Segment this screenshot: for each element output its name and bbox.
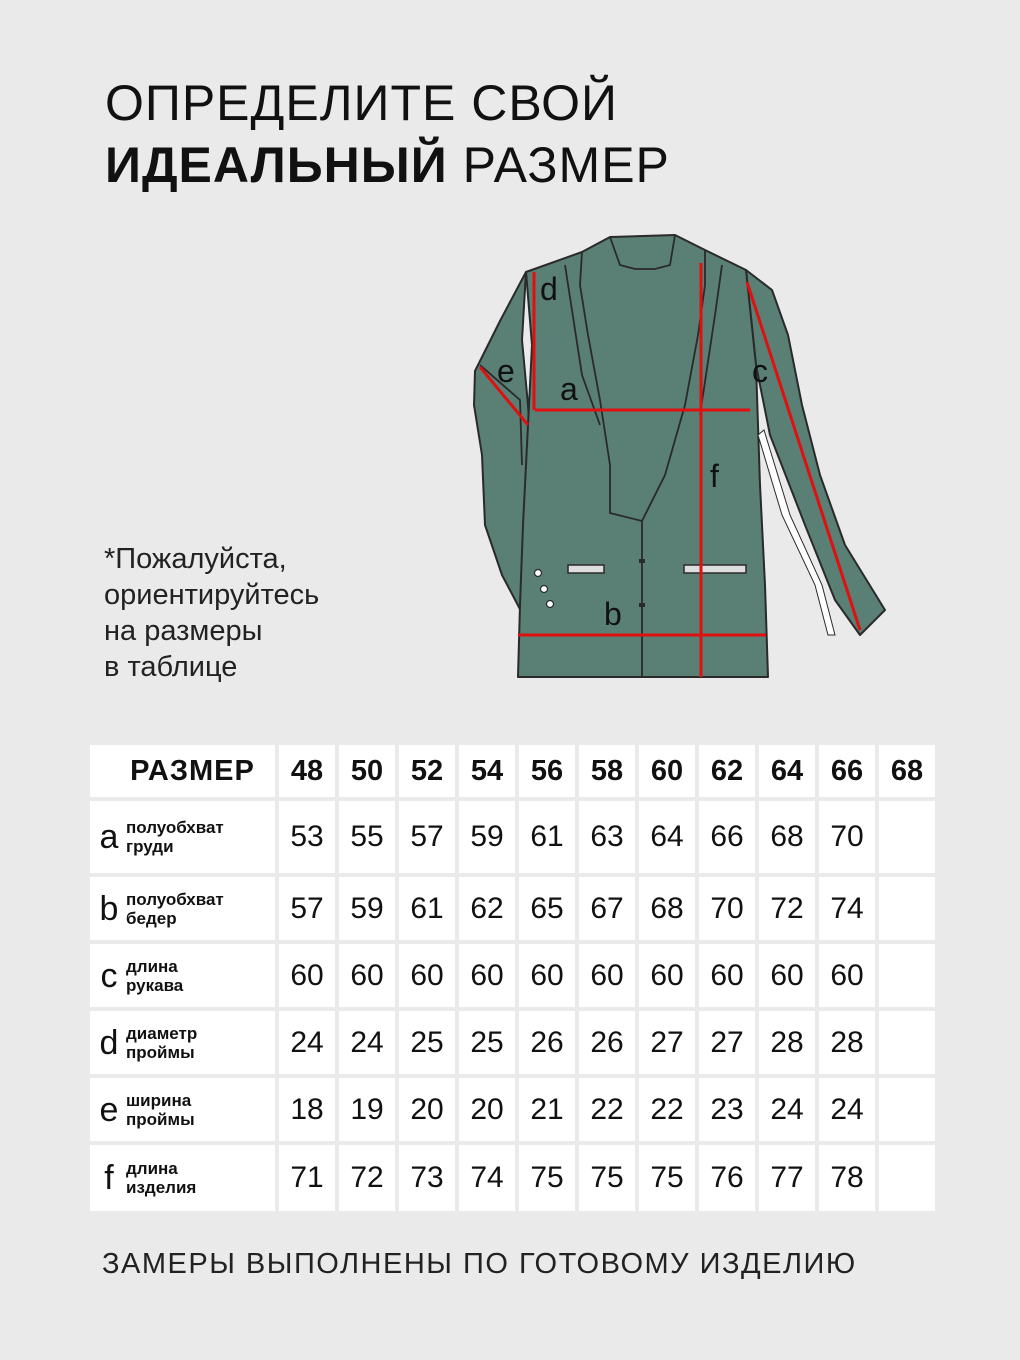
table-cell: 73 — [399, 1145, 455, 1211]
table-cell: 53 — [279, 801, 335, 873]
front-button-1 — [639, 559, 645, 563]
row-description-line-1: длина — [126, 956, 178, 976]
table-cell: 72 — [339, 1145, 395, 1211]
table-cell: 25 — [399, 1011, 455, 1074]
table-cell: 27 — [699, 1011, 755, 1074]
row-description-line-1: ширина — [126, 1090, 192, 1110]
table-cell: 70 — [699, 877, 755, 940]
row-description — [126, 1159, 196, 1197]
row-letter: a — [99, 818, 119, 856]
table-cell: 72 — [759, 877, 815, 940]
table-cell: 60 — [519, 944, 575, 1007]
row-letter: f — [104, 1159, 114, 1197]
measure-label-e: e — [497, 353, 515, 389]
row-label — [90, 1078, 275, 1141]
row-label-wrap — [90, 957, 275, 995]
row-label — [90, 877, 275, 940]
row-label-wrap — [90, 818, 275, 856]
title-rest-word: РАЗМЕР — [462, 137, 670, 193]
table-cell: 25 — [459, 1011, 515, 1074]
size-header-50: 50 — [339, 745, 395, 797]
table-cell: 60 — [759, 944, 815, 1007]
measure-label-a: a — [560, 371, 578, 407]
row-description — [126, 890, 224, 928]
table-cell: 61 — [399, 877, 455, 940]
table-cell: 23 — [699, 1078, 755, 1141]
table-cell — [879, 944, 935, 1007]
row-description-line-1: полуобхват — [126, 889, 224, 909]
measure-label-b: b — [604, 596, 622, 632]
row-letter: d — [99, 1023, 119, 1062]
table-cell: 74 — [459, 1145, 515, 1211]
table-cell: 75 — [519, 1145, 575, 1211]
jacket-measurement-diagram — [460, 225, 900, 695]
size-table — [86, 741, 939, 1215]
size-header-52: 52 — [399, 745, 455, 797]
title-line-1: ОПРЕДЕЛИТЕ СВОЙ — [105, 75, 618, 131]
table-cell: 28 — [759, 1011, 815, 1074]
table-cell: 26 — [519, 1011, 575, 1074]
table-cell: 20 — [399, 1078, 455, 1141]
title-bold-word: ИДЕАЛЬНЫЙ — [105, 137, 448, 193]
page-title — [105, 72, 670, 196]
row-letter: c — [100, 956, 118, 995]
table-cell: 60 — [279, 944, 335, 1007]
note-line-4: в таблице — [104, 651, 238, 683]
table-cell: 21 — [519, 1078, 575, 1141]
table-cell: 55 — [339, 801, 395, 873]
row-description-line-2: проймы — [126, 1042, 195, 1062]
measure-label-c: c — [752, 353, 768, 389]
size-header-56: 56 — [519, 745, 575, 797]
row-description — [126, 1024, 197, 1062]
sleeve-button-2 — [541, 586, 548, 593]
table-cell: 67 — [579, 877, 635, 940]
sleeve-button-1 — [535, 570, 542, 577]
table-cell: 24 — [339, 1011, 395, 1074]
table-cell: 24 — [279, 1011, 335, 1074]
size-header-60: 60 — [639, 745, 695, 797]
table-cell: 77 — [759, 1145, 815, 1211]
row-label — [90, 944, 275, 1007]
row-label-wrap — [90, 890, 275, 928]
size-header-54: 54 — [459, 745, 515, 797]
row-description-line-2: бедер — [126, 908, 177, 928]
table-cell — [879, 1078, 935, 1141]
table-cell: 57 — [279, 877, 335, 940]
size-header-label: РАЗМЕР — [90, 745, 275, 797]
table-cell: 18 — [279, 1078, 335, 1141]
row-description-line-1: длина — [126, 1159, 178, 1178]
sleeve-button-3 — [547, 601, 554, 608]
note-line-2: ориентируйтесь — [104, 579, 320, 611]
size-header-64: 64 — [759, 745, 815, 797]
jacket-left-pocket — [568, 565, 604, 573]
table-row — [90, 1078, 935, 1141]
table-cell: 22 — [639, 1078, 695, 1141]
table-cell: 59 — [339, 877, 395, 940]
table-cell: 76 — [699, 1145, 755, 1211]
table-cell: 28 — [819, 1011, 875, 1074]
row-description-line-2: проймы — [126, 1109, 195, 1129]
front-button-2 — [639, 603, 645, 607]
table-cell: 19 — [339, 1078, 395, 1141]
row-description-line-2: изделия — [126, 1178, 197, 1197]
table-cell: 60 — [339, 944, 395, 1007]
table-cell: 65 — [519, 877, 575, 940]
size-header-66: 66 — [819, 745, 875, 797]
table-cell: 75 — [639, 1145, 695, 1211]
row-label-wrap — [90, 1159, 275, 1197]
row-description-line-2: рукава — [126, 975, 184, 995]
table-cell: 59 — [459, 801, 515, 873]
table-cell: 68 — [759, 801, 815, 873]
row-description-line-1: диаметр — [126, 1023, 198, 1043]
table-cell: 60 — [579, 944, 635, 1007]
row-letter: b — [99, 889, 119, 928]
row-description-line-1: полуобхват — [126, 818, 224, 837]
row-letter: e — [99, 1090, 119, 1129]
size-header-62: 62 — [699, 745, 755, 797]
size-header-68: 68 — [879, 745, 935, 797]
table-cell: 60 — [699, 944, 755, 1007]
size-header-48: 48 — [279, 745, 335, 797]
row-label — [90, 1145, 275, 1211]
table-cell — [879, 801, 935, 873]
row-description-line-2: груди — [126, 837, 174, 856]
row-label-wrap — [90, 1091, 275, 1129]
row-description — [126, 957, 183, 995]
table-cell: 60 — [819, 944, 875, 1007]
table-cell: 71 — [279, 1145, 335, 1211]
table-cell: 57 — [399, 801, 455, 873]
table-cell: 26 — [579, 1011, 635, 1074]
table-cell: 75 — [579, 1145, 635, 1211]
table-cell: 61 — [519, 801, 575, 873]
row-description — [126, 818, 224, 856]
table-cell: 24 — [759, 1078, 815, 1141]
table-cell: 78 — [819, 1145, 875, 1211]
note-line-3: на размеры — [104, 615, 263, 647]
table-cell: 64 — [639, 801, 695, 873]
table-cell: 70 — [819, 801, 875, 873]
table-cell: 22 — [579, 1078, 635, 1141]
size-note — [104, 541, 319, 685]
size-header-58: 58 — [579, 745, 635, 797]
table-cell: 24 — [819, 1078, 875, 1141]
title-line-2 — [105, 134, 670, 196]
row-description — [126, 1091, 195, 1129]
table-cell: 62 — [459, 877, 515, 940]
measure-label-f: f — [710, 458, 719, 494]
note-line-1: *Пожалуйста, — [104, 543, 287, 575]
table-row — [90, 877, 935, 940]
size-table-header-row — [90, 745, 935, 797]
row-label-wrap — [90, 1024, 275, 1062]
table-row — [90, 1011, 935, 1074]
table-cell: 66 — [699, 801, 755, 873]
table-row — [90, 801, 935, 873]
table-cell: 74 — [819, 877, 875, 940]
measure-label-d: d — [540, 271, 558, 307]
table-row — [90, 944, 935, 1007]
footer-note: ЗАМЕРЫ ВЫПОЛНЕНЫ ПО ГОТОВОМУ ИЗДЕЛИЮ — [102, 1248, 857, 1280]
row-label — [90, 1011, 275, 1074]
table-cell — [879, 1145, 935, 1211]
table-row — [90, 1145, 935, 1211]
table-cell: 60 — [459, 944, 515, 1007]
table-cell: 20 — [459, 1078, 515, 1141]
table-cell: 68 — [639, 877, 695, 940]
table-cell: 63 — [579, 801, 635, 873]
table-cell: 60 — [399, 944, 455, 1007]
table-cell: 60 — [639, 944, 695, 1007]
table-cell — [879, 1011, 935, 1074]
jacket-right-pocket — [684, 565, 746, 573]
table-cell: 27 — [639, 1011, 695, 1074]
table-cell — [879, 877, 935, 940]
row-label — [90, 801, 275, 873]
